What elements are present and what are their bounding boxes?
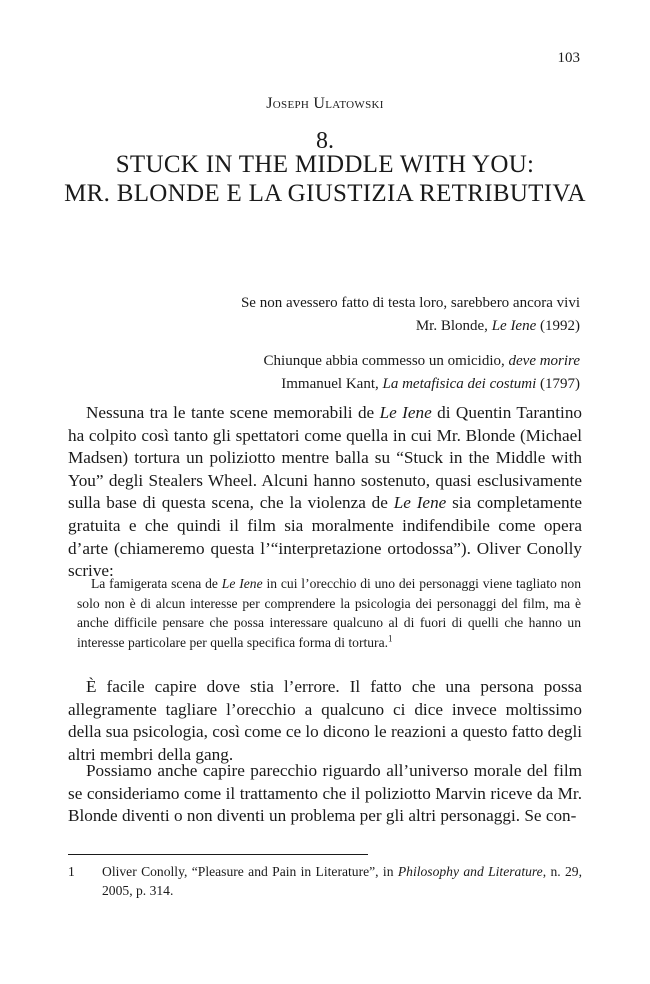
- epigraph-source-year: (1992): [536, 318, 580, 334]
- epigraph-quote: Se non avessero fatto di testa loro, sarebbero ancora vivi: [240, 295, 580, 311]
- footnote-divider: [68, 854, 368, 855]
- epigraph-quote: [180, 350, 580, 373]
- epigraph-source-work: La metafisica dei costumi: [382, 376, 537, 392]
- epigraph-2: [180, 350, 580, 396]
- chapter-title: [0, 150, 650, 208]
- film-title: Le Iene: [221, 576, 263, 591]
- body-paragraph-2: È facile capire dove stia l’errore. Il fatto che una persona possa allegramente tagliare l’orecchio a qualcuno ci dice invece moltissimo della sua psicologia, così come ce lo dicono le reazioni a questo fatto degli altri membri della gang.: [68, 677, 582, 764]
- page-number: 103: [557, 50, 580, 66]
- author-name: Joseph Ulatowski: [266, 95, 384, 112]
- footnote-citation: Oliver Conolly, “Pleasure and Pain in Literature”, in: [102, 864, 398, 879]
- chapter-number: 8.: [316, 128, 334, 154]
- epigraph-source: [180, 315, 580, 338]
- chapter-title-line-2: MR. BLONDE E LA GIUSTIZIA RETRIBUTIVA: [64, 180, 586, 207]
- epigraph-source-work: Le Iene: [491, 318, 537, 334]
- paragraph-text: di Quentin Tarantino ha colpito così tanto gli spettatori come quella in cui Mr. Blonde (Michael Madsen) tortura un poliziotto mentre balla su “Stuck in the Middle with You” degli Stealers Wheel. Alcuni hanno sostenuto, quasi esclusivamente sulla base di questa scena, che la violenza de: [68, 403, 583, 513]
- film-title: Le Iene: [393, 493, 447, 513]
- footnote-number: 1: [68, 864, 75, 879]
- epigraph-source-author: Immanuel Kant,: [281, 376, 383, 392]
- footnote-reference[interactable]: 1: [388, 633, 393, 644]
- footnote: [68, 862, 582, 900]
- body-paragraph-3: Possiamo anche capire parecchio riguardo all’universo morale del film se consideriamo come il trattamento che il poliziotto Marvin riceve da Mr. Blonde diventi o non diventi un problema per gli altri personaggi. Se con-: [68, 761, 582, 826]
- film-title: Le Iene: [379, 403, 432, 422]
- paragraph-text: Nessuna tra le tante scene memorabili de: [86, 403, 380, 422]
- epigraph-source-year: (1797): [536, 376, 580, 392]
- chapter-title-line-1: STUCK IN THE MIDDLE WITH YOU:: [115, 151, 535, 178]
- footnote-citation-end: , n. 29, 2005, p. 314.: [102, 864, 582, 898]
- footnote-text: [102, 862, 582, 900]
- block-quote: [77, 574, 581, 653]
- epigraph-source: [180, 373, 580, 396]
- quote-text: La famigerata scena de: [91, 576, 222, 591]
- epigraph-source-author: Mr. Blonde,: [415, 318, 492, 334]
- paragraph-text: sia completamente gratuita e che quindi il film sia moralmente indifendibile come opera d’arte (chiameremo questa l’“interpretazione ortodossa”). Oliver Conolly scrive:: [68, 493, 582, 581]
- epigraph-quote-italic: deve morire: [508, 353, 580, 369]
- journal-title: Philosophy and Literature: [397, 864, 543, 879]
- epigraph-quote-text: Chiunque abbia commesso un omicidio,: [263, 353, 509, 369]
- body-paragraph-1: [68, 402, 582, 583]
- quote-text: in cui l’orecchio di uno dei personaggi viene tagliato non solo non è di alcun interesse per comprendere la psicologia dei personaggi del film, ma è anche difficile pensare che possa interessare qualcuno al di fuori di quelli che hanno un interesse particolare per quella specifica forma di tortura.: [77, 576, 582, 651]
- epigraph-1: [180, 292, 580, 338]
